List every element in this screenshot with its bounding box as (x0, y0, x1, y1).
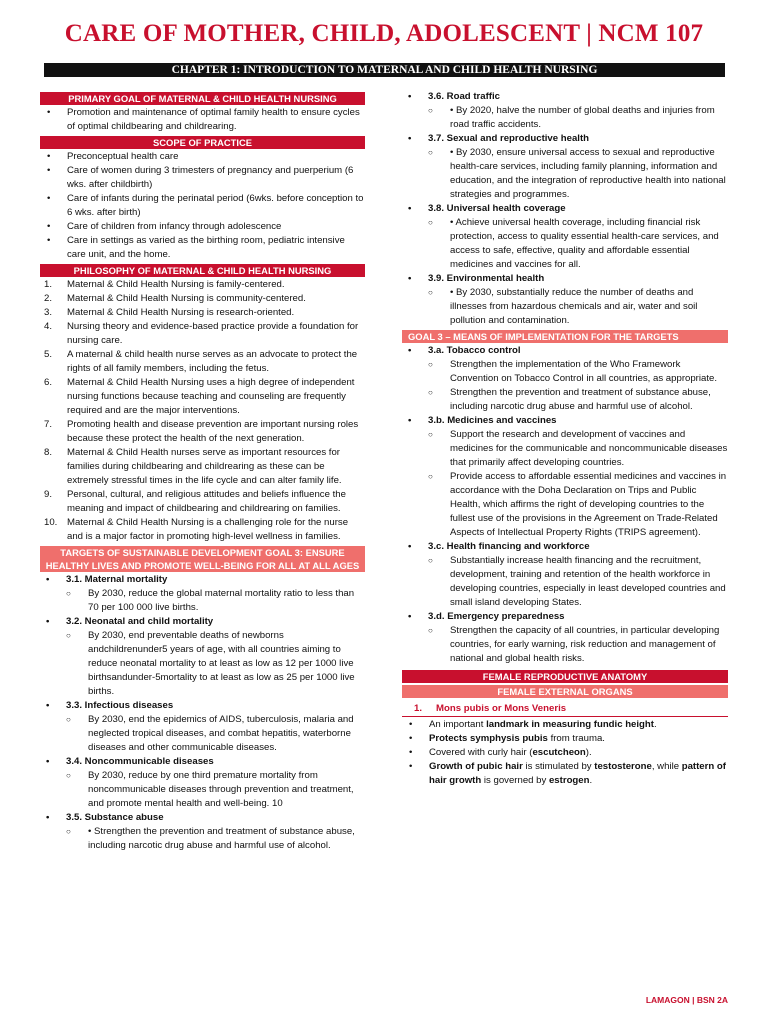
means-heading: • 3.c. Health financing and workforce (402, 540, 728, 554)
page-title: CARE OF MOTHER, CHILD, ADOLESCENT | NCM 107 (64, 20, 704, 47)
external-organs-header: FEMALE EXTERNAL ORGANS (402, 685, 728, 698)
list-item: 2. Maternal & Child Health Nursing is community-centered. (44, 293, 306, 304)
list-item: • Covered with curly hair (escutcheon). (402, 746, 728, 760)
list-item: • Protects symphysis pubis from trauma. (402, 732, 728, 746)
sdg-targets-header: TARGETS OF SUSTAINABLE DEVELOPMENT GOAL 3: ENSURE HEALTHY LIVES AND PROMOTE WELL-BEING FOR ALL AT ALL AGES (40, 546, 365, 572)
primary-goal-header: PRIMARY GOAL OF MATERNAL & CHILD HEALTH NURSING (40, 92, 365, 105)
scope-header: SCOPE OF PRACTICE (40, 136, 365, 149)
means-detail: ○ Strengthen the implementation of the Who Framework Convention on Tobacco Control in all countries, as appropriate. (402, 358, 728, 386)
list-item: 8. Maternal & Child Health nurses serve as important resources for families during childbearing and childrearing as these can be extremely stressful times in the life cycle and can alter family life. (44, 447, 342, 486)
target-detail: ○ • Achieve universal health coverage, including financial risk protection, access to quality essential health-care services, and access to safe, effective, quality and affordable essential medicines and vaccines for all. (402, 216, 728, 272)
target-heading: • 3.2. Neonatal and child mortality (40, 615, 365, 629)
list-item: • Care in settings as varied as the birthing room, pediatric intensive care unit, and the home. (40, 234, 365, 262)
chapter-heading: CHAPTER 1: INTRODUCTION TO MATERNAL AND CHILD HEALTH NURSING (44, 63, 725, 77)
target-heading: • 3.9. Environmental health (402, 272, 728, 286)
list-item: • Promotion and maintenance of optimal family health to ensure cycles of optimal childbearing and childrearing. (40, 106, 365, 134)
target-heading: • 3.4. Noncommunicable diseases (40, 755, 365, 769)
left-column (40, 90, 365, 853)
target-detail: ○ By 2030, reduce the global maternal mortality ratio to less than 70 per 100 000 live births. (40, 587, 365, 615)
means-detail: ○ Support the research and development of vaccines and medicines for the communicable and noncommunicable diseases that primarily affect developing countries. (402, 428, 728, 470)
target-detail: ○ • By 2020, halve the number of global deaths and injuries from road traffic accidents. (402, 104, 728, 132)
means-heading: • 3.b. Medicines and vaccines (402, 414, 728, 428)
list-item: • Preconceptual health care (40, 150, 365, 164)
target-detail: ○ By 2030, end the epidemics of AIDS, tuberculosis, malaria and neglected tropical diseases, and combat hepatitis, waterborne diseases and other communicable diseases. (40, 713, 365, 755)
target-heading: • 3.5. Substance abuse (40, 811, 365, 825)
target-heading: • 3.6. Road traffic (402, 90, 728, 104)
philosophy-header: PHILOSOPHY OF MATERNAL & CHILD HEALTH NURSING (40, 264, 365, 277)
means-detail: ○ Provide access to affordable essential medicines and vaccines in accordance with the Doha Declaration on Trips and Public Health, which affirms the right of developing countries to the fullest use of the provisions in the Agreement on Trade-Related Aspects of Intellectual Property Rights (TRIPS agreement). (402, 470, 728, 540)
anatomy-header: FEMALE REPRODUCTIVE ANATOMY (402, 670, 728, 683)
means-heading: • 3.a. Tobacco control (402, 344, 728, 358)
list-item: 5. A maternal & child health nurse serves as an advocate to protect the rights of all family members, including the fetus. (44, 349, 358, 374)
means-heading: • 3.d. Emergency preparedness (402, 610, 728, 624)
mons-pubis-heading: 1. Mons pubis or Mons Veneris (402, 702, 728, 717)
target-detail: ○ • By 2030, substantially reduce the number of deaths and illnesses from hazardous chemicals and air, water and soil pollution and contamination. (402, 286, 728, 328)
target-detail: ○ By 2030, reduce by one third premature mortality from noncommunicable diseases through prevention and treatment, and promote mental health and well-being. 10 (40, 769, 365, 811)
list-item: 4. Nursing theory and evidence-based practice provide a foundation for nursing care. (44, 321, 359, 346)
target-heading: • 3.3. Infectious diseases (40, 699, 365, 713)
target-heading: • 3.7. Sexual and reproductive health (402, 132, 728, 146)
list-item: • Care of children from infancy through adolescence (40, 220, 365, 234)
target-heading: • 3.8. Universal health coverage (402, 202, 728, 216)
list-item: • Care of infants during the perinatal period (6wks. before conception to 6 wks. after birth) (40, 192, 365, 220)
list-item: 1. Maternal & Child Health Nursing is family-centered. (44, 279, 285, 290)
right-column (402, 90, 728, 788)
means-detail: ○ Substantially increase health financing and the recruitment, development, training and retention of the health workforce in developing countries, especially in least developed countries and small island developing States. (402, 554, 728, 610)
target-detail: ○ By 2030, end preventable deaths of newborns andchildrenunder5 years of age, with all countries aiming to reduce neonatal mortality to at least as low as 12 per 1000 live birthsandunder-5mortality to at least as low as 25 per 1000 live births. (40, 629, 365, 699)
means-header: GOAL 3 – MEANS OF IMPLEMENTATION FOR THE TARGETS (402, 330, 728, 343)
means-detail: ○ Strengthen the prevention and treatment of substance abuse, including narcotic drug abuse and harmful use of alcohol. (402, 386, 728, 414)
list-item: • Care of women during 3 trimesters of pregnancy and puerperium (6 wks. after childbirth) (40, 164, 365, 192)
list-item: • Growth of pubic hair is stimulated by testosterone, while pattern of hair growth is governed by estrogen. (402, 760, 728, 788)
means-detail: ○ Strengthen the capacity of all countries, in particular developing countries, for early warning, risk reduction and management of national and global health risks. (402, 624, 728, 666)
target-detail: ○ • By 2030, ensure universal access to sexual and reproductive health-care services, including family planning, information and education, and the integration of reproductive health into national strategies and programmes. (402, 146, 728, 202)
footer-author: LAMAGON | BSN 2A (645, 995, 728, 1005)
list-item: 6. Maternal & Child Health Nursing uses a high degree of independent nursing functions because teaching and counseling are frequently required and are the major interventions. (44, 377, 355, 416)
list-item: 3. Maternal & Child Health Nursing is research-oriented. (44, 307, 295, 318)
list-item: 9. Personal, cultural, and religious attitudes and beliefs influence the meaning and impact of childbearing and childrearing on families. (44, 489, 346, 514)
list-item: 7. Promoting health and disease prevention are important nursing roles because these protect the health of the next generation. (44, 419, 359, 444)
target-detail: ○ • Strengthen the prevention and treatment of substance abuse, including narcotic drug abuse and harmful use of alcohol. (40, 825, 365, 853)
list-item: 10. Maternal & Child Health Nursing is a challenging role for the nurse and is a major factor in promoting high-level wellness in families. (44, 517, 349, 542)
target-heading: • 3.1. Maternal mortality (40, 573, 365, 587)
list-item: • An important landmark in measuring fundic height. (402, 718, 728, 732)
